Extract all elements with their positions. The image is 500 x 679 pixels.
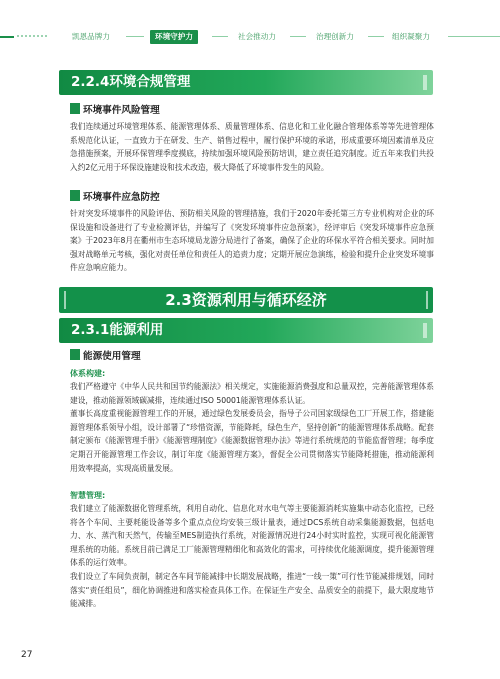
- section-header-224: [59, 70, 433, 95]
- paragraph-text: 我们连续通过环境管理体系、能源管理体系、质量管理体系、信息化和工业化融合管理体系等等先进管理体系规范化认证，一直致力于在研发、生产、销售过程中，履行保护环境的承诺，形成重要环境因素清单及应急措施预案，开展环保管理季度摸底，持续加强环境风险预防培训，建立责任追究制度。近五年来我们共投入约2亿元用于环保设施建设和技术改造，极大降低了环境事件发生的风险。: [70, 122, 434, 172]
- subheading-emergency-control: [70, 190, 160, 205]
- subheading-risk-management: [70, 103, 160, 118]
- paragraph-text: 我们建立了能源数据化管理系统，利用自动化、信息化对水电气等主要能源消耗实施集中动态化监控，已经将各个车间、主要耗能设备等多个重点点位均安装三级计量表，通过DCS系统自动采集能源数据，包括电力、水、蒸汽和天然气，传输至MES制造执行系统，对能源情况进行24小时实时监控，实现可视化能源管理系统的功能。系统目前已满足工厂能源管理精细化和高效化的需求，可持续优化能源调度，提升能源管理体系的运行效率。: [70, 504, 434, 568]
- paragraph-text: 我们严格遵守《中华人民共和国节约能源法》相关规定，实施能源消费强度和总量双控，完善能源管理体系建设，推动能源领域碳减排，连续通过ISO 50001能源管理体系认证。: [70, 382, 434, 405]
- green-square-marker: [70, 103, 80, 114]
- section-header-23: [59, 287, 433, 313]
- green-square-marker: [70, 190, 80, 201]
- paragraph-smart-management: [70, 502, 434, 611]
- nav-separator: [126, 36, 144, 37]
- section-title-224: 2.2.4环境合规管理: [71, 74, 191, 90]
- top-navigation: [0, 30, 500, 44]
- nav-item-brand[interactable]: 凯恩品牌力: [72, 32, 110, 41]
- bar-edge-right: [426, 291, 428, 309]
- subheading-text: 环境事件应急防控: [83, 192, 160, 203]
- paragraph-system-construction: [70, 380, 434, 475]
- paragraph-text: 针对突发环境事件的风险评估、预防相关风险的管理措施，我们于2020年委托第三方专业机构对企业的环保设施和设备进行了专业检测评估，并编写了《突发环境事件应急预案》，经评审后《突发环境事件应急预案》于2023年8月在衢州市生态环境局龙游分局进行了备案，确保了企业的环保水平符合相关要求。同时加强对战略单元考核，强化对责任单位和责任人的追责力度；定期开展应急演练，检验和提升企业突发环境事件应急响应能力。: [70, 209, 434, 273]
- section-bar-stripe: [423, 75, 427, 90]
- label-system-construction: 体系构建:: [70, 369, 106, 378]
- paragraph-risk-management: [70, 120, 434, 174]
- nav-separator: [448, 36, 500, 37]
- subheading-energy-management: [70, 349, 141, 364]
- green-square-marker: [70, 349, 80, 360]
- label-smart-management: 智慧管理:: [70, 491, 106, 500]
- nav-item-organization[interactable]: 组织凝聚力: [392, 32, 430, 41]
- nav-separator: [290, 36, 306, 37]
- section-header-231: [59, 318, 433, 343]
- paragraph-text: 我们设立了车间负责制，制定各车间节能减排中长期发展战略，推进“一线一策”可行性节能减排规划，同时落实“责任组员”，细化协调推进和落实检查具体工作。在保证生产安全、品质安全的前提下，最大限度地节能减排。: [70, 571, 434, 609]
- section-title-23: 2.3资源利用与循环经济: [165, 291, 327, 309]
- nav-dots-decoration: [16, 34, 56, 40]
- nav-separator: [368, 36, 384, 37]
- nav-item-governance[interactable]: 治理创新力: [316, 32, 354, 41]
- subheading-text: 能源使用管理: [83, 351, 141, 362]
- section-title-231: 2.3.1能源利用: [71, 322, 164, 338]
- section-bar-stripe: [423, 323, 427, 338]
- nav-accent-line: [0, 36, 14, 38]
- nav-item-environment[interactable]: 环境守护力: [150, 30, 198, 44]
- paragraph-text: 董事长高度重视能源管理工作的开展，通过绿色发展委员会，指导子公司国家级绿色工厂开展工作，搭建能源管理体系领导小组，设计部署了“珍惜资源，节能降耗，绿色生产，坚持创新”的能源管理体系战略。配套制定颁布《能源管理手册》《能源管理制度》《能源数据管理办法》等进行系统规范的节能监督管理；每季度定期召开能源管理工作会议，制订年度《能源管理方案》，督促全公司贯彻落实节能降耗措施，推动能源利用效率提高，实现高质量发展。: [70, 409, 434, 473]
- nav-separator: [212, 36, 228, 37]
- nav-item-society[interactable]: 社会推动力: [238, 32, 276, 41]
- page-number: 27: [21, 650, 33, 660]
- subheading-text: 环境事件风险管理: [83, 105, 160, 116]
- paragraph-emergency-control: [70, 207, 434, 275]
